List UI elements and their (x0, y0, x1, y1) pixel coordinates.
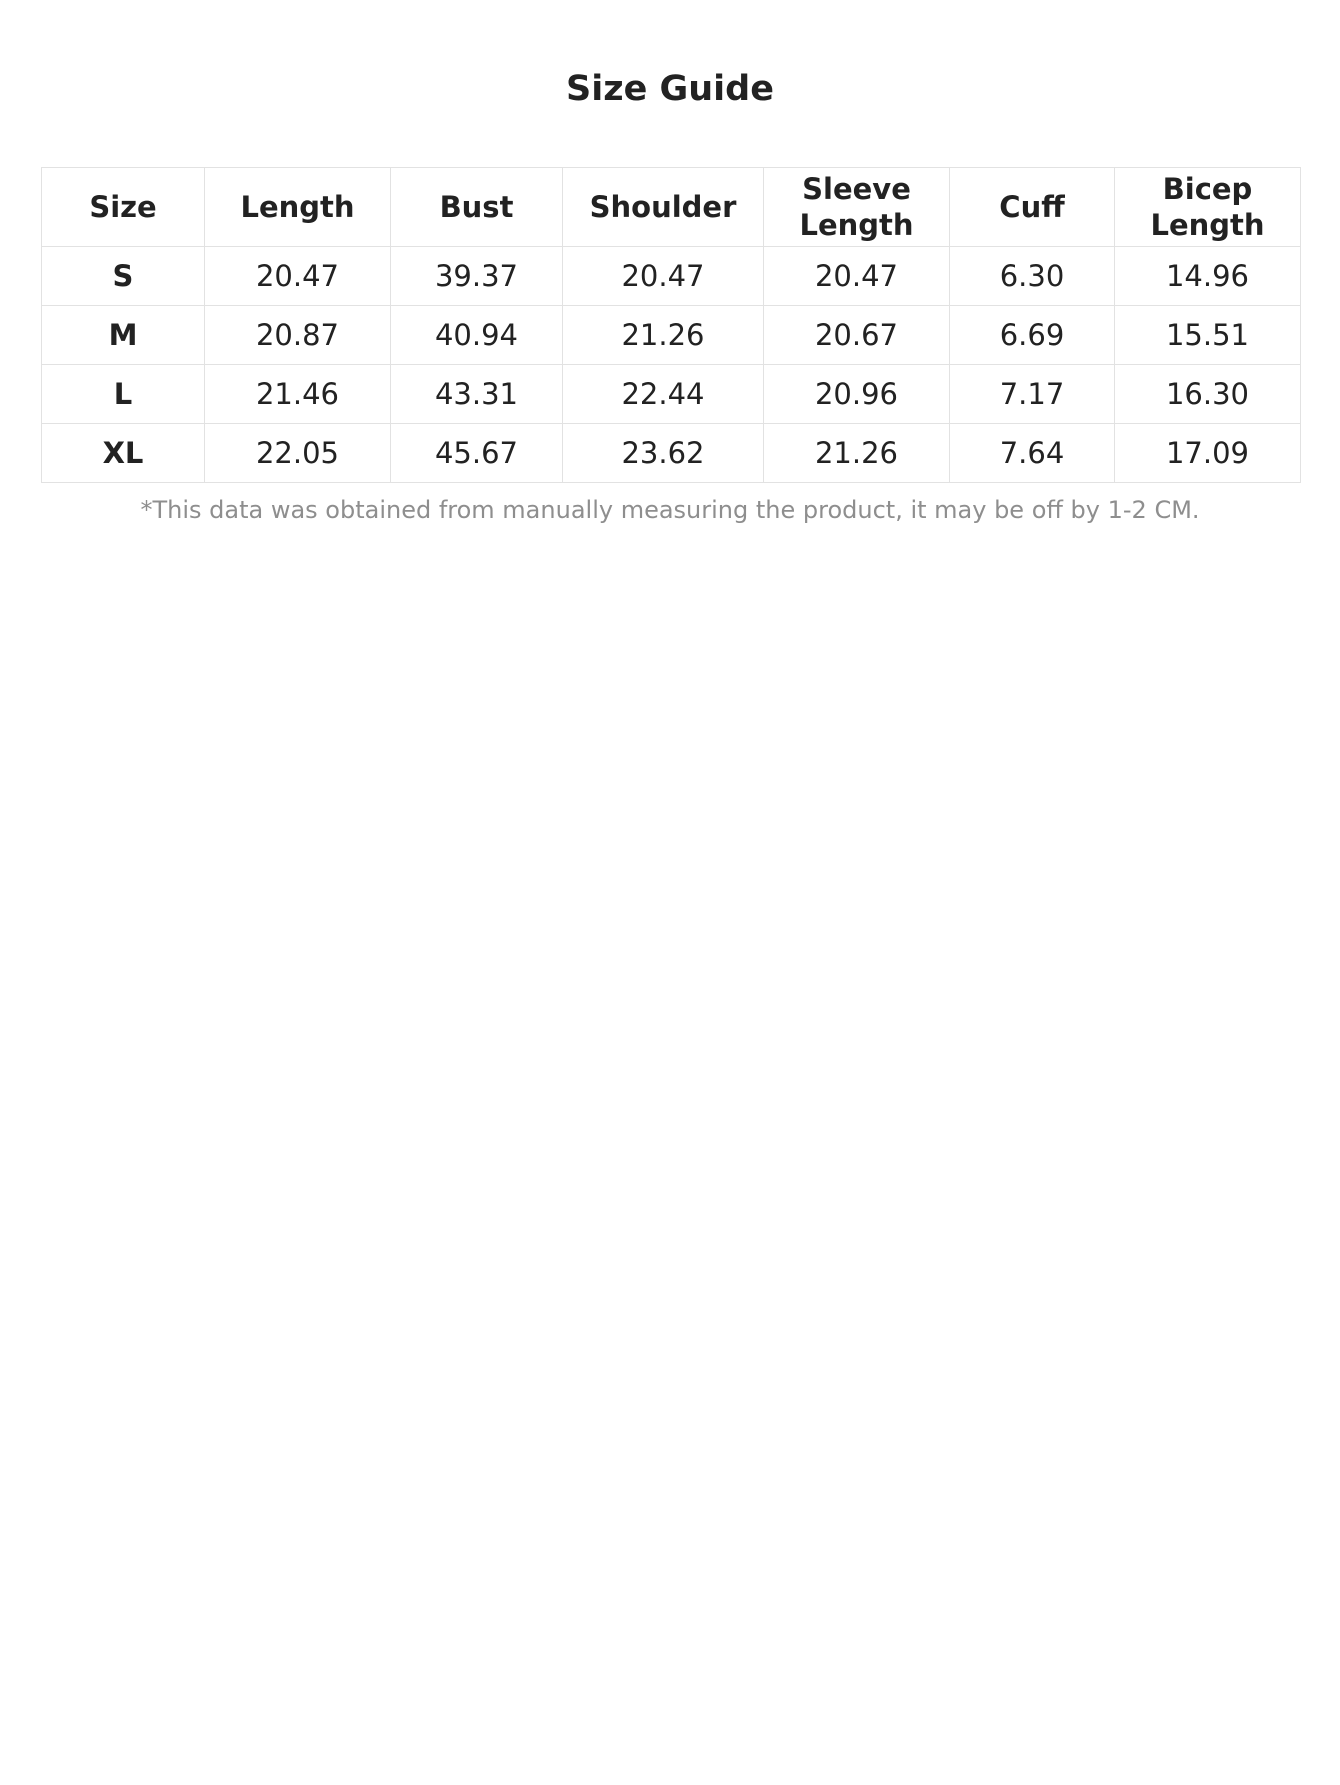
cuff-cell: 6.69 (950, 306, 1115, 365)
bicep-length-cell: 17.09 (1115, 424, 1301, 483)
page-title: Size Guide (566, 69, 774, 109)
column-header-shoulder: Shoulder (563, 168, 764, 247)
cuff-cell: 6.30 (950, 247, 1115, 306)
bust-cell: 39.37 (391, 247, 563, 306)
length-cell: 20.87 (205, 306, 391, 365)
size-cell: XL (42, 424, 205, 483)
size-cell: L (42, 365, 205, 424)
bicep-length-cell: 15.51 (1115, 306, 1301, 365)
cuff-cell: 7.17 (950, 365, 1115, 424)
bust-cell: 45.67 (391, 424, 563, 483)
bust-cell: 40.94 (391, 306, 563, 365)
cuff-cell: 7.64 (950, 424, 1115, 483)
size-cell: S (42, 247, 205, 306)
table-row (42, 247, 1301, 306)
table-row (42, 365, 1301, 424)
shoulder-cell: 23.62 (563, 424, 764, 483)
table-row (42, 424, 1301, 483)
length-cell: 20.47 (205, 247, 391, 306)
column-header-size: Size (42, 168, 205, 247)
sleeve-length-cell: 21.26 (764, 424, 950, 483)
length-cell: 22.05 (205, 424, 391, 483)
bust-cell: 43.31 (391, 365, 563, 424)
column-header-sleeve-length: Sleeve Length (764, 168, 950, 247)
sleeve-length-cell: 20.47 (764, 247, 950, 306)
sleeve-length-cell: 20.67 (764, 306, 950, 365)
sleeve-length-cell: 20.96 (764, 365, 950, 424)
measurement-disclaimer: *This data was obtained from manually measuring the product, it may be off by 1-2 CM. (140, 496, 1200, 524)
size-cell: M (42, 306, 205, 365)
bicep-length-cell: 16.30 (1115, 365, 1301, 424)
table-header-row (42, 168, 1301, 247)
size-guide-table (41, 167, 1301, 483)
shoulder-cell: 21.26 (563, 306, 764, 365)
column-header-bicep-length: Bicep Length (1115, 168, 1301, 247)
column-header-length: Length (205, 168, 391, 247)
length-cell: 21.46 (205, 365, 391, 424)
column-header-bust: Bust (391, 168, 563, 247)
table-row (42, 306, 1301, 365)
column-header-cuff: Cuff (950, 168, 1115, 247)
shoulder-cell: 22.44 (563, 365, 764, 424)
shoulder-cell: 20.47 (563, 247, 764, 306)
bicep-length-cell: 14.96 (1115, 247, 1301, 306)
